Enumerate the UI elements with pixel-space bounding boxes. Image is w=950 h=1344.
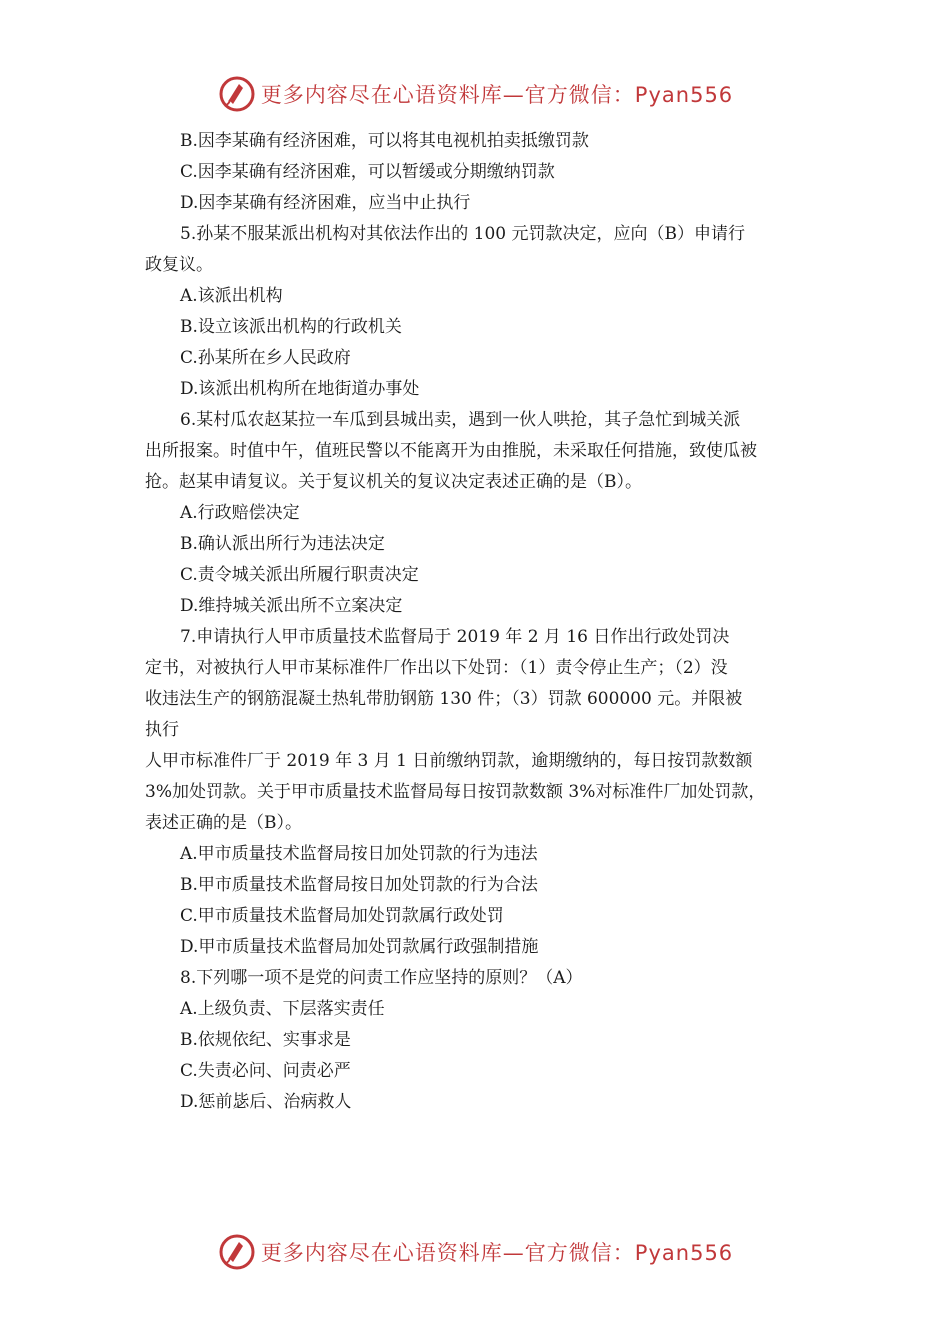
text-line: D.该派出机构所在地街道办事处	[180, 379, 420, 399]
text-line: B.依规依纪、实事求是	[180, 1030, 351, 1050]
text-line: B.因李某确有经济困难，可以将其电视机拍卖抵缴罚款	[180, 131, 589, 151]
text-line: D.因李某确有经济困难，应当中止执行	[180, 193, 471, 213]
text-line: 7.申请执行人甲市质量技术监督局于 2019 年 2 月 16 日作出行政处罚决	[180, 627, 730, 647]
text-line: 8.下列哪一项不是党的问责工作应坚持的原则？（A）	[180, 968, 583, 988]
header-banner	[0, 74, 950, 114]
text-line: 执行	[145, 720, 179, 740]
header-banner-text: 更多内容尽在心语资料库—官方微信：Pyan556	[260, 83, 734, 107]
text-line: 出所报案。时值中午，值班民警以不能离开为由推脱，未采取任何措施，致使瓜被	[145, 441, 757, 461]
text-line: D.维持城关派出所不立案决定	[180, 596, 403, 616]
document-body	[145, 126, 815, 1118]
text-line: C.失责必问、问责必严	[180, 1061, 351, 1081]
text-line: B.设立该派出机构的行政机关	[180, 317, 402, 337]
text-line: A.该派出机构	[180, 286, 283, 306]
text-line: B.甲市质量技术监督局按日加处罚款的行为合法	[180, 875, 538, 895]
text-line: 定书，对被执行人甲市某标准件厂作出以下处罚：（1）责令停止生产；（2）没	[145, 658, 728, 678]
logo-icon	[217, 74, 257, 114]
text-line: C.因李某确有经济困难，可以暂缓或分期缴纳罚款	[180, 162, 555, 182]
text-line: C.责令城关派出所履行职责决定	[180, 565, 419, 585]
text-line: 5.孙某不服某派出机构对其依法作出的 100 元罚款决定，应向（B）申请行	[180, 224, 745, 244]
text-line: 表述正确的是（B）。	[145, 813, 302, 833]
footer-banner-text: 更多内容尽在心语资料库—官方微信：Pyan556	[260, 1241, 734, 1265]
text-line: A.上级负责、下层落实责任	[180, 999, 385, 1019]
text-line: 人甲市标准件厂于 2019 年 3 月 1 日前缴纳罚款，逾期缴纳的，每日按罚款数额	[145, 751, 753, 771]
text-line: 政复议。	[145, 255, 213, 275]
text-line: B.确认派出所行为违法决定	[180, 534, 385, 554]
text-line: 6.某村瓜农赵某拉一车瓜到县城出卖，遇到一伙人哄抢，其子急忙到城关派	[180, 410, 741, 430]
footer-banner	[0, 1232, 950, 1272]
text-line: C.甲市质量技术监督局加处罚款属行政处罚	[180, 906, 504, 926]
text-line: C.孙某所在乡人民政府	[180, 348, 351, 368]
text-line: 抢。赵某申请复议。关于复议机关的复议决定表述正确的是（B）。	[145, 472, 642, 492]
text-line: A.行政赔偿决定	[180, 503, 300, 523]
text-line: A.甲市质量技术监督局按日加处罚款的行为违法	[180, 844, 538, 864]
logo-icon	[217, 1232, 257, 1272]
text-line: 3%加处罚款。关于甲市质量技术监督局每日按罚款数额 3%对标准件厂加处罚款，	[145, 782, 766, 802]
text-line: D.惩前毖后、治病救人	[180, 1092, 352, 1112]
text-line: D.甲市质量技术监督局加处罚款属行政强制措施	[180, 937, 539, 957]
text-line: 收违法生产的钢筋混凝土热轧带肋钢筋 130 件；（3）罚款 600000 元。并限被	[145, 689, 743, 709]
